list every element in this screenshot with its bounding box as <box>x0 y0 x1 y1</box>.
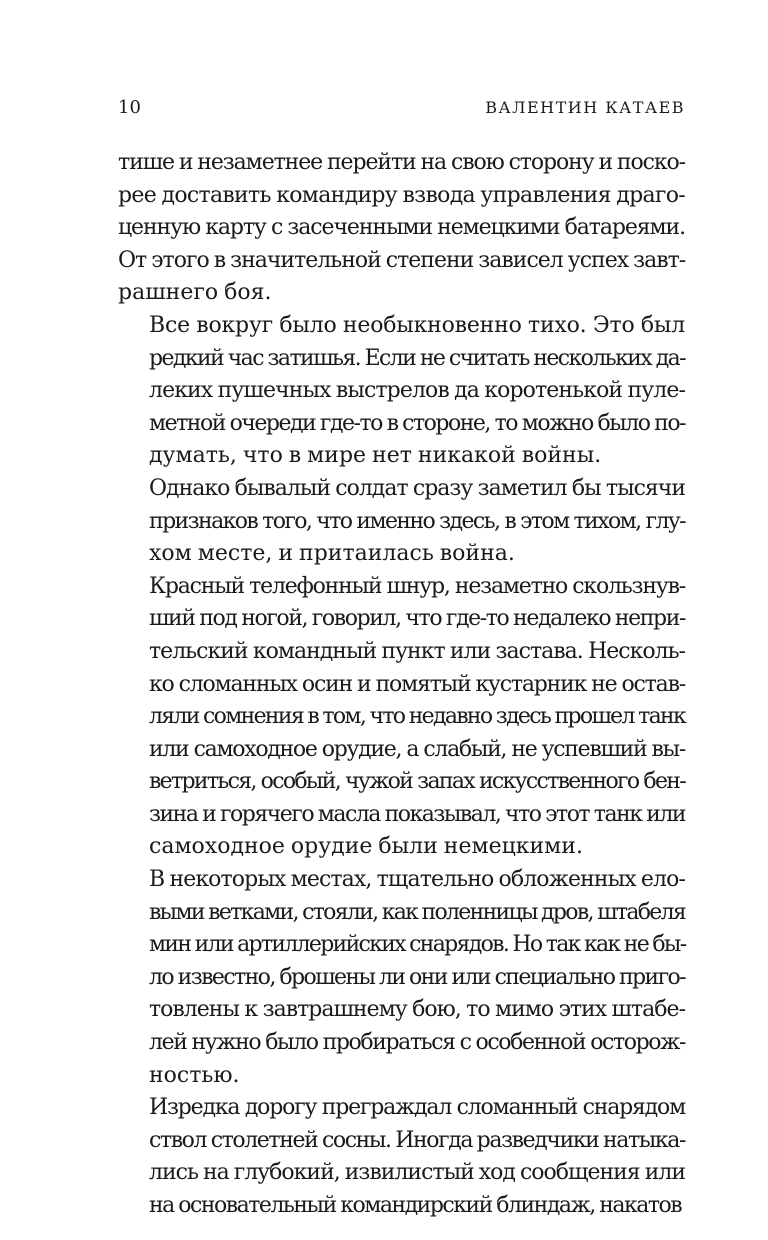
running-head <box>118 96 685 120</box>
text-line: ший под ногой, говорил, что где-то недалеко непри- <box>149 606 685 632</box>
text-line: метной очереди где-то в стороне, то можно было по- <box>149 410 685 436</box>
text-line: Все вокруг было необыкновенно тихо. Это был <box>149 312 685 338</box>
text-line: ценную карту с засеченными немецкими батареями. <box>118 215 685 241</box>
text-line: мин или артиллерийских снарядов. Но так как не бы- <box>149 932 686 958</box>
text-line: От этого в значительной степени зависел успех завт- <box>118 247 686 273</box>
text-line: зина и горячего масла показывал, что этот танк или <box>149 801 685 827</box>
text-line: тельский командный пункт или застава. Несколь- <box>149 638 685 664</box>
paragraph <box>118 571 685 864</box>
text-line: редкий час затишья. Если не считать нескольких да- <box>149 345 685 371</box>
text-line: думать, что в мире нет никакой войны. <box>149 443 602 469</box>
text-line: ностью. <box>149 1062 240 1088</box>
paragraph <box>118 473 685 571</box>
text-line: ко сломанных осин и помятый кустарник не остав- <box>149 671 685 697</box>
text-line: ветриться, особый, чужой запах искусственного бен- <box>149 769 685 795</box>
page-number: 10 <box>118 97 141 118</box>
text-line: самоходное орудие были немецкими. <box>149 834 583 860</box>
text-line: рее доставить командиру взвода управления драго- <box>118 182 685 208</box>
text-line: лись на глубокий, извилистый ход сообщения или <box>149 1160 685 1186</box>
text-line: леких пушечных выстрелов да коротенькой пуле- <box>149 378 685 404</box>
text-line: или самоходное орудие, а слабый, не успевший вы- <box>149 736 685 762</box>
text-line: Красный телефонный шнур, незаметно скользнув- <box>149 573 685 599</box>
text-line: тише и незаметнее перейти на свою сторону и поско- <box>118 150 685 175</box>
text-line: на основательный командирский блиндаж, накатов <box>149 1193 682 1218</box>
text-line: признаков того, что именно здесь, в этом тихом, глу- <box>149 508 685 534</box>
paragraph <box>118 864 685 1092</box>
body-text <box>118 147 685 1223</box>
paragraph <box>118 1092 685 1222</box>
text-line: ствол столетней сосны. Иногда разведчики натыка- <box>149 1127 685 1153</box>
text-line: Однако бывалый солдат сразу заметил бы тысячи <box>149 475 685 501</box>
text-line: товлены к завтрашнему бою, то мимо этих штабе- <box>149 997 685 1023</box>
text-line: Изредка дорогу преграждал сломанный снарядом <box>149 1095 685 1121</box>
text-line: ло известно, брошены ли они или специально приго- <box>149 964 685 990</box>
paragraph <box>118 310 685 473</box>
text-line: выми ветками, стояли, как поленницы дров, штабеля <box>149 899 686 925</box>
text-line: рашнего боя. <box>118 280 272 306</box>
text-line: лей нужно было пробираться с особенной осторож- <box>149 1030 685 1056</box>
running-title-author: ВАЛЕНТИН КАТАЕВ <box>485 98 685 117</box>
text-line: ляли сомнения в том, что недавно здесь прошел танк <box>149 704 685 730</box>
text-line: хом месте, и притаилась война. <box>149 541 515 567</box>
text-line: В некоторых местах, тщательно обложенных ело- <box>149 867 685 893</box>
paragraph <box>118 147 685 310</box>
